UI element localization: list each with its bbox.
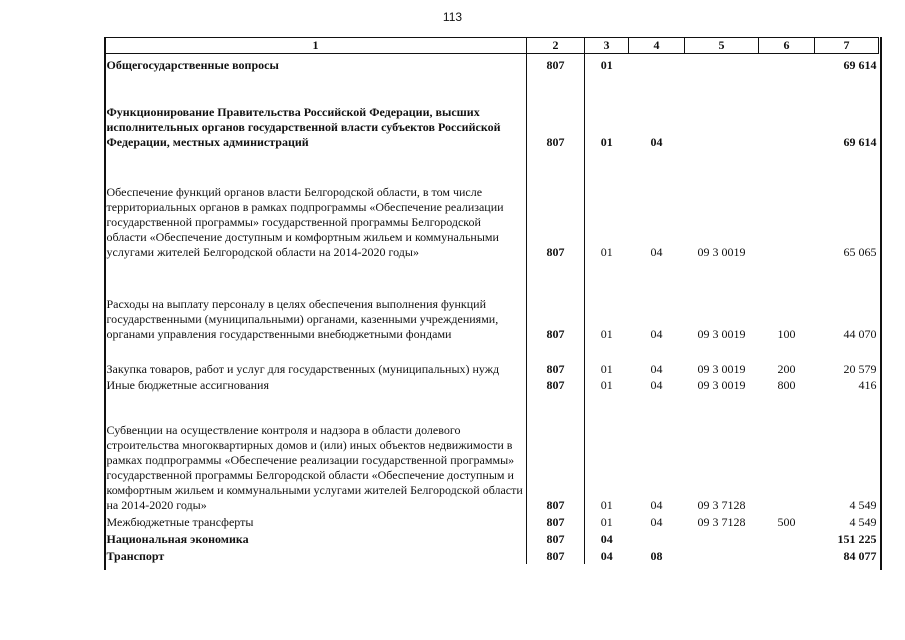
row-csr: [685, 73, 759, 150]
row-name: Обеспечение функций органов власти Белгородской области, в том числе территориальных органов в рамках подпрограммы «Обеспечение реализации государственной программы» государственной программы Белгородской области «Обеспечение доступным и комфортным жильем и коммунальными услугами жителей Белгородской области на 2014-2020 годы»: [105, 150, 527, 260]
row-sum: 44 070: [843, 326, 877, 341]
row-sum: 65 065: [843, 244, 877, 259]
row-ved: 807: [527, 260, 585, 342]
row-sum: 69 614: [843, 134, 877, 149]
table-row: [105, 547, 879, 564]
row-csr: 09 3 7128: [697, 514, 746, 529]
row-pr: 08: [650, 548, 663, 563]
row-vr: [759, 150, 815, 260]
row-rz: 01: [600, 361, 613, 376]
row-sum: 4 549: [849, 514, 877, 529]
row-rz: 01: [600, 134, 613, 149]
row-name: Функционирование Правительства Российской Федерации, высших исполнительных органов государственной власти субъектов Российской Федерации, местных администраций: [105, 73, 527, 150]
row-csr: 09 3 0019: [697, 377, 746, 392]
column-number: 4: [629, 38, 685, 54]
column-number: 7: [815, 38, 879, 54]
row-ved: 807: [527, 377, 585, 393]
row-ved: 807: [527, 54, 585, 73]
budget-table: [104, 37, 879, 564]
row-pr: 04: [650, 377, 663, 392]
row-name: Иные бюджетные ассигнования: [105, 377, 527, 393]
row-rz: 01: [600, 497, 613, 512]
row-vr: [759, 393, 815, 513]
row-vr: 200: [777, 361, 796, 376]
table-row: [105, 377, 879, 393]
row-pr: 04: [650, 497, 663, 512]
table-row: [105, 73, 879, 150]
row-ved: 807: [527, 513, 585, 530]
row-rz: 01: [600, 57, 613, 72]
row-vr: 100: [777, 326, 796, 341]
row-ved: 807: [527, 547, 585, 564]
row-pr: [629, 530, 685, 547]
row-csr: 09 3 7128: [697, 497, 746, 512]
column-number: 2: [527, 38, 585, 54]
column-number: 1: [105, 38, 527, 54]
row-vr: 800: [777, 377, 796, 392]
column-number: 3: [585, 38, 629, 54]
row-ved: 807: [527, 393, 585, 513]
table-row: [105, 513, 879, 530]
row-csr: [685, 54, 759, 73]
row-rz: 01: [600, 514, 613, 529]
table-row: [105, 530, 879, 547]
row-sum: 84 077: [843, 548, 877, 563]
column-number: 5: [685, 38, 759, 54]
row-rz: 04: [600, 531, 613, 546]
row-pr: 04: [650, 244, 663, 259]
row-sum: 69 614: [843, 57, 877, 72]
row-csr: [685, 530, 759, 547]
row-pr: 04: [650, 514, 663, 529]
row-vr: [759, 73, 815, 150]
row-name: Общегосударственные вопросы: [105, 54, 527, 73]
row-name: Закупка товаров, работ и услуг для государственных (муниципальных) нужд: [105, 342, 527, 377]
row-pr: 04: [650, 326, 663, 341]
row-ved: 807: [527, 73, 585, 150]
row-name: Межбюджетные трансферты: [105, 513, 527, 530]
row-csr: 09 3 0019: [697, 361, 746, 376]
column-number: 6: [759, 38, 815, 54]
row-rz: 01: [600, 377, 613, 392]
row-csr: [685, 547, 759, 564]
table-row: [105, 150, 879, 260]
row-name: Расходы на выплату персоналу в целях обеспечения выполнения функций государственными (муниципальными) органами, казенными учреждениями, органами управления государственными внебюджетными фондами: [105, 260, 527, 342]
row-rz: 04: [600, 548, 613, 563]
row-pr: 04: [650, 361, 663, 376]
row-name: Национальная экономика: [105, 530, 527, 547]
table-row: [105, 260, 879, 342]
row-sum: 20 579: [843, 361, 877, 376]
row-sum: 151 225: [837, 531, 877, 546]
row-vr: [759, 54, 815, 73]
table-row: [105, 393, 879, 513]
row-name: Субвенции на осуществление контроля и надзора в области долевого строительства многоквартирных домов и (или) иных объектов недвижимости в рамках подпрограммы «Обеспечение реализации государственной программы» государственной программы Белгородской области «Обеспечение доступным и комфортным жильем и коммунальными услугами жителей Белгородской области на 2014-2020 годы»: [105, 393, 527, 513]
row-vr: 500: [777, 514, 796, 529]
row-ved: 807: [527, 150, 585, 260]
row-vr: [759, 547, 815, 564]
row-ved: 807: [527, 530, 585, 547]
row-pr: [629, 54, 685, 73]
table-row: [105, 54, 879, 73]
page-number: 113: [442, 10, 463, 24]
row-sum: 416: [858, 377, 877, 392]
column-number-row: [105, 38, 879, 54]
table-row: [105, 342, 879, 377]
row-rz: 01: [600, 326, 613, 341]
row-vr: [759, 530, 815, 547]
row-sum: 4 549: [849, 497, 877, 512]
row-csr: 09 3 0019: [697, 244, 746, 259]
row-pr: 04: [650, 134, 663, 149]
row-name: Транспорт: [105, 547, 527, 564]
row-csr: 09 3 0019: [697, 326, 746, 341]
row-rz: 01: [600, 244, 613, 259]
row-ved: 807: [527, 342, 585, 377]
